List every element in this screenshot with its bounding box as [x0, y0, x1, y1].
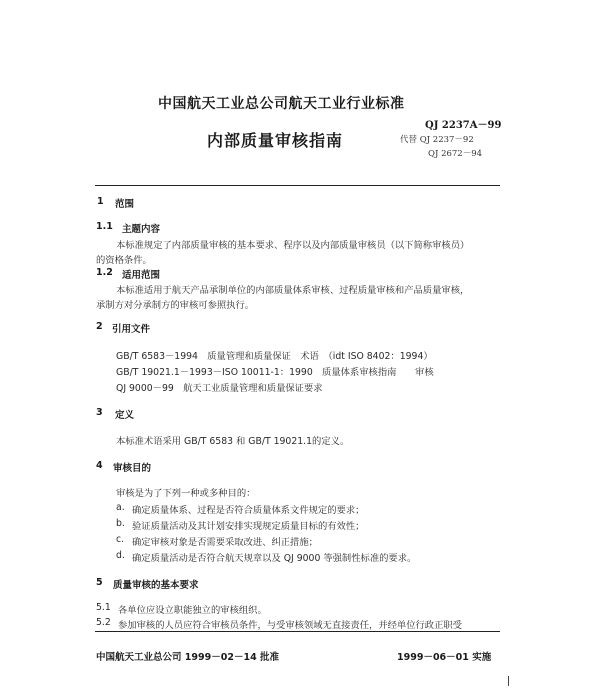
section-3-number: 3: [96, 407, 103, 418]
list-item-label: b.: [116, 518, 125, 529]
document-title: 内部质量审核指南: [207, 131, 344, 150]
reference-item: GB/T 6583－1994 质量管理和质量保证 术语 （idt ISO 8402：1994）: [116, 351, 433, 362]
section-2-number: 2: [96, 321, 103, 332]
section-3-para: 本标准术语采用 GB/T 6583 和 GB/T 19021.1的定义。: [116, 436, 350, 447]
org-title: 中国航天工业总公司航天工业行业标准: [158, 96, 405, 112]
header-rule: [95, 185, 500, 186]
section-4-intro: 审核是为了下列一种或多种目的：: [116, 488, 256, 499]
section-1-2-number: 1.2: [96, 267, 113, 278]
section-1-2-title: 适用范围: [122, 270, 161, 281]
list-item-text: 验证质量活动及其计划安排实现规定质量目标的有效性；: [132, 521, 365, 532]
effective-date: 1999－06－01 实施: [397, 652, 492, 663]
section-1-2-para-line-1: 本标准适用于航天产品承制单位的内部质量体系审核、过程质量审核和产品质量审核，: [116, 285, 470, 296]
section-5-1-number: 5.1: [96, 602, 111, 613]
reference-item: QJ 9000－99 航天工业质量管理和质量保证要求: [116, 383, 323, 394]
section-5-1-text: 各单位应设立职能独立的审核组织。: [118, 605, 267, 616]
section-1-1-para-line-2: 的资格条件。: [96, 255, 152, 266]
section-1-1-title: 主题内容: [122, 224, 161, 235]
section-1-1-number: 1.1: [96, 221, 113, 232]
list-item-text: 确定审核对象是否需要采取改进、纠正措施；: [132, 537, 318, 548]
section-1-title: 范围: [115, 199, 135, 210]
section-5-2-text: 参加审核的人员应符合审核员条件，与受审核领域无直接责任，并经单位行政正职受: [118, 620, 462, 631]
list-item-label: c.: [116, 534, 125, 545]
section-4-number: 4: [96, 460, 103, 471]
approval-line: 中国航天工业总公司 1999－02－14 批准: [96, 652, 279, 663]
list-item-text: 确定质量活动是否符合航天规章以及 QJ 9000 等强制性标准的要求。: [132, 553, 417, 564]
section-2-title: 引用文件: [112, 324, 151, 335]
section-5-title: 质量审核的基本要求: [113, 580, 199, 591]
standard-code: QJ 2237A－99: [425, 120, 502, 131]
section-5-number: 5: [96, 577, 103, 588]
section-3-title: 定义: [115, 410, 135, 421]
section-1-number: 1: [97, 196, 104, 207]
replaces-line-2: QJ 2672－94: [428, 149, 483, 159]
replaces-line-1: 代替 QJ 2237－92: [400, 135, 474, 145]
page-edge-mark: [508, 676, 509, 686]
section-4-title: 审核目的: [113, 463, 152, 474]
section-5-2-number: 5.2: [96, 617, 111, 628]
list-item-text: 确定质量体系、过程是否符合质量体系文件规定的要求；: [132, 505, 365, 516]
list-item-label: a.: [116, 502, 125, 513]
section-1-2-para-line-2: 承制方对分承制方的审核可参照执行。: [96, 300, 255, 311]
list-item-label: d.: [116, 550, 125, 561]
footer-rule: [95, 631, 500, 632]
section-1-1-para-line-1: 本标准规定了内部质量审核的基本要求、程序以及内部质量审核员（以下简称审核员）: [116, 240, 470, 251]
reference-item: GB/T 19021.1－1993－ISO 10011-1：1990 质量体系审核指南 审核: [116, 367, 434, 378]
